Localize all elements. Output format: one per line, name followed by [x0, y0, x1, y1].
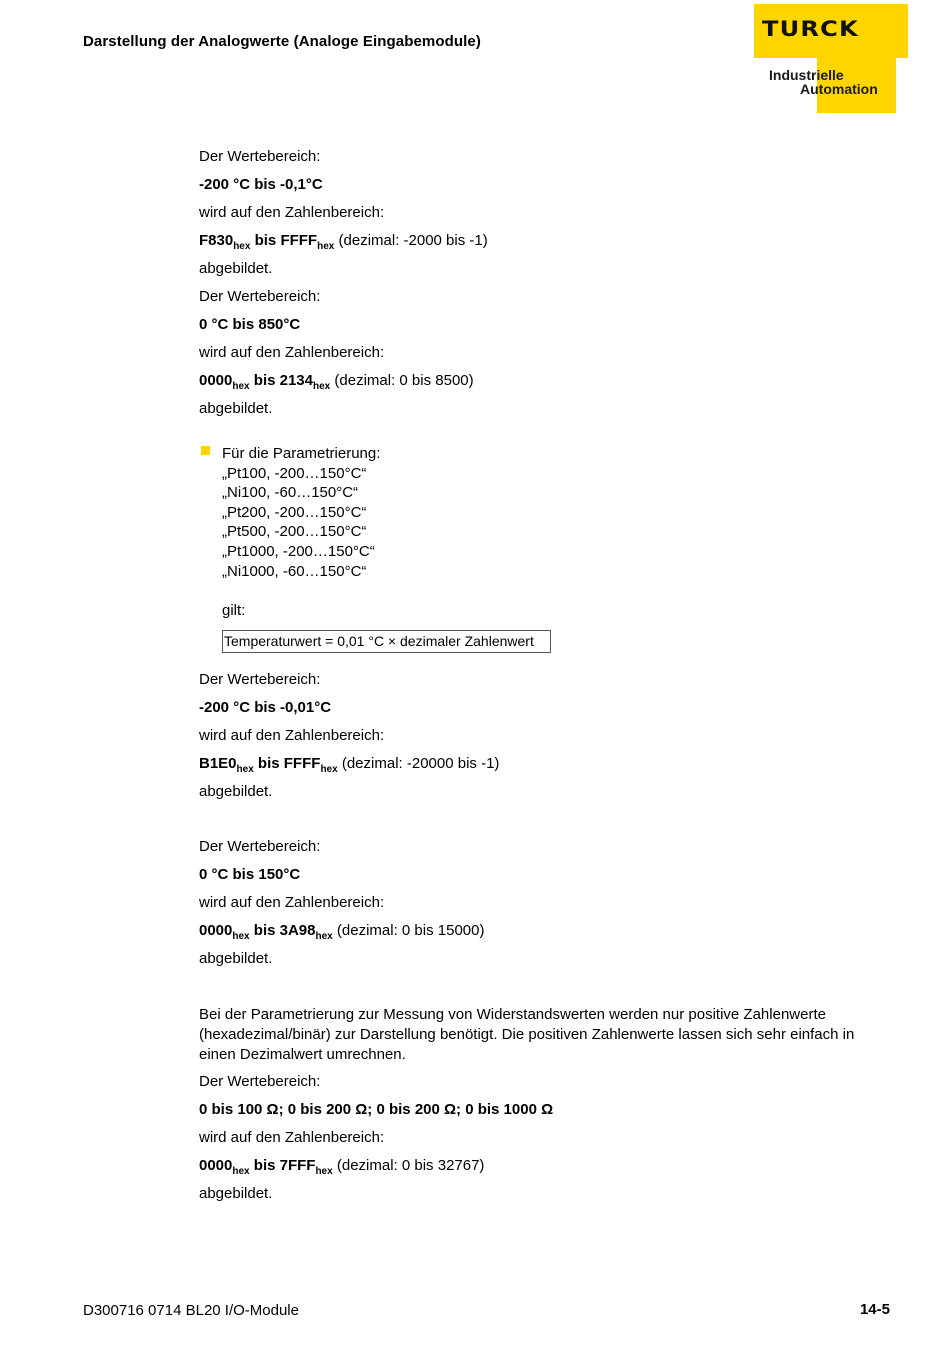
- logo-tagline-1: Industrielle: [769, 67, 844, 83]
- gilt-label: gilt:: [222, 602, 246, 620]
- logo-tagline-2: Automation: [800, 81, 878, 97]
- value-range: 0 bis 100 Ω; 0 bis 200 Ω; 0 bis 200 Ω; 0 bis 1000 Ω: [199, 1101, 554, 1119]
- mapping-intro: wird auf den Zahlenbereich:: [199, 344, 385, 361]
- range-intro: Der Wertebereich:: [199, 148, 321, 165]
- page-content: [199, 148, 889, 1213]
- mapping-outro: abgebildet.: [199, 260, 273, 277]
- range-block-3: [199, 671, 889, 801]
- number-range: $0000_{hex}$ bis $7FFF_{hex}$ (dezimal: 0 bis 32767): [199, 1157, 485, 1178]
- parameter-bullet: [199, 444, 889, 653]
- range-intro: Der Wertebereich:: [199, 1073, 321, 1091]
- number-range: $F830_{hex}$ bis $FFFF_{hex}$ (dezimal: -2000 bis -1): [199, 232, 488, 252]
- turck-logo: TURCK: [762, 17, 859, 41]
- footer-page-number: 14-5: [859, 1301, 890, 1318]
- mapping-intro: wird auf den Zahlenbereich:: [199, 894, 385, 912]
- value-range: -200 °C bis -0,01°C: [199, 699, 332, 717]
- value-range: -200 °C bis -0,1°C: [199, 176, 323, 193]
- mapping-intro: wird auf den Zahlenbereich:: [199, 1129, 385, 1147]
- bullet-item: „Ni1000, -60…150°C“: [222, 562, 367, 580]
- resistance-paragraph: Bei der Parametrierung zur Messung von Widerstandswerten werden nur positive Zahlenwerte (hexadezimal/binär) zur Darstellung benötigt. Die positiven Zahlenwerte lassen sich sehr einfach in einen Dezimalwert umrechnen.: [199, 1006, 855, 1064]
- bullet-square-icon: [201, 446, 210, 455]
- number-range: $0000_{hex}$ bis $2134_{hex}$ (dezimal: 0 bis 8500): [199, 372, 474, 392]
- page-header-title: Darstellung der Analogwerte (Analoge Eingabemodule): [83, 33, 481, 50]
- mapping-intro: wird auf den Zahlenbereich:: [199, 204, 385, 221]
- range-intro: Der Wertebereich:: [199, 288, 321, 305]
- bullet-item: „Pt1000, -200…150°C“: [222, 542, 375, 560]
- bullet-item: „Pt100, -200…150°C“: [222, 464, 367, 482]
- range-intro: Der Wertebereich:: [199, 671, 321, 689]
- value-range: 0 °C bis 850°C: [199, 316, 301, 333]
- range-intro: Der Wertebereich:: [199, 838, 321, 856]
- bullet-item: „Ni100, -60…150°C“: [222, 484, 359, 502]
- number-range: $0000_{hex}$ bis $3A98_{hex}$ (dezimal: 0 bis 15000): [199, 922, 485, 943]
- formula-box: Temperaturwert = 0,01 °C × dezimaler Zahlenwert: [222, 630, 551, 653]
- number-range: $B1E0_{hex}$ bis $FFFF_{hex}$ (dezimal: -20000 bis -1): [199, 755, 500, 776]
- range-block-1: [199, 148, 889, 278]
- range-block-2: [199, 288, 889, 418]
- bullet-intro: Für die Parametrierung:: [222, 445, 381, 462]
- range-block-4: [199, 838, 889, 968]
- bullet-item: „Pt500, -200…150°C“: [222, 523, 367, 541]
- mapping-outro: abgebildet.: [199, 783, 273, 801]
- range-block-5: [199, 1073, 889, 1203]
- value-range: 0 °C bis 150°C: [199, 866, 301, 884]
- mapping-intro: wird auf den Zahlenbereich:: [199, 727, 385, 745]
- mapping-outro: abgebildet.: [199, 1185, 273, 1203]
- bullet-item: „Pt200, -200…150°C“: [222, 503, 367, 521]
- mapping-outro: abgebildet.: [199, 950, 273, 968]
- mapping-outro: abgebildet.: [199, 400, 273, 417]
- footer-document-id: D300716 0714 BL20 I/O-Module: [83, 1302, 299, 1319]
